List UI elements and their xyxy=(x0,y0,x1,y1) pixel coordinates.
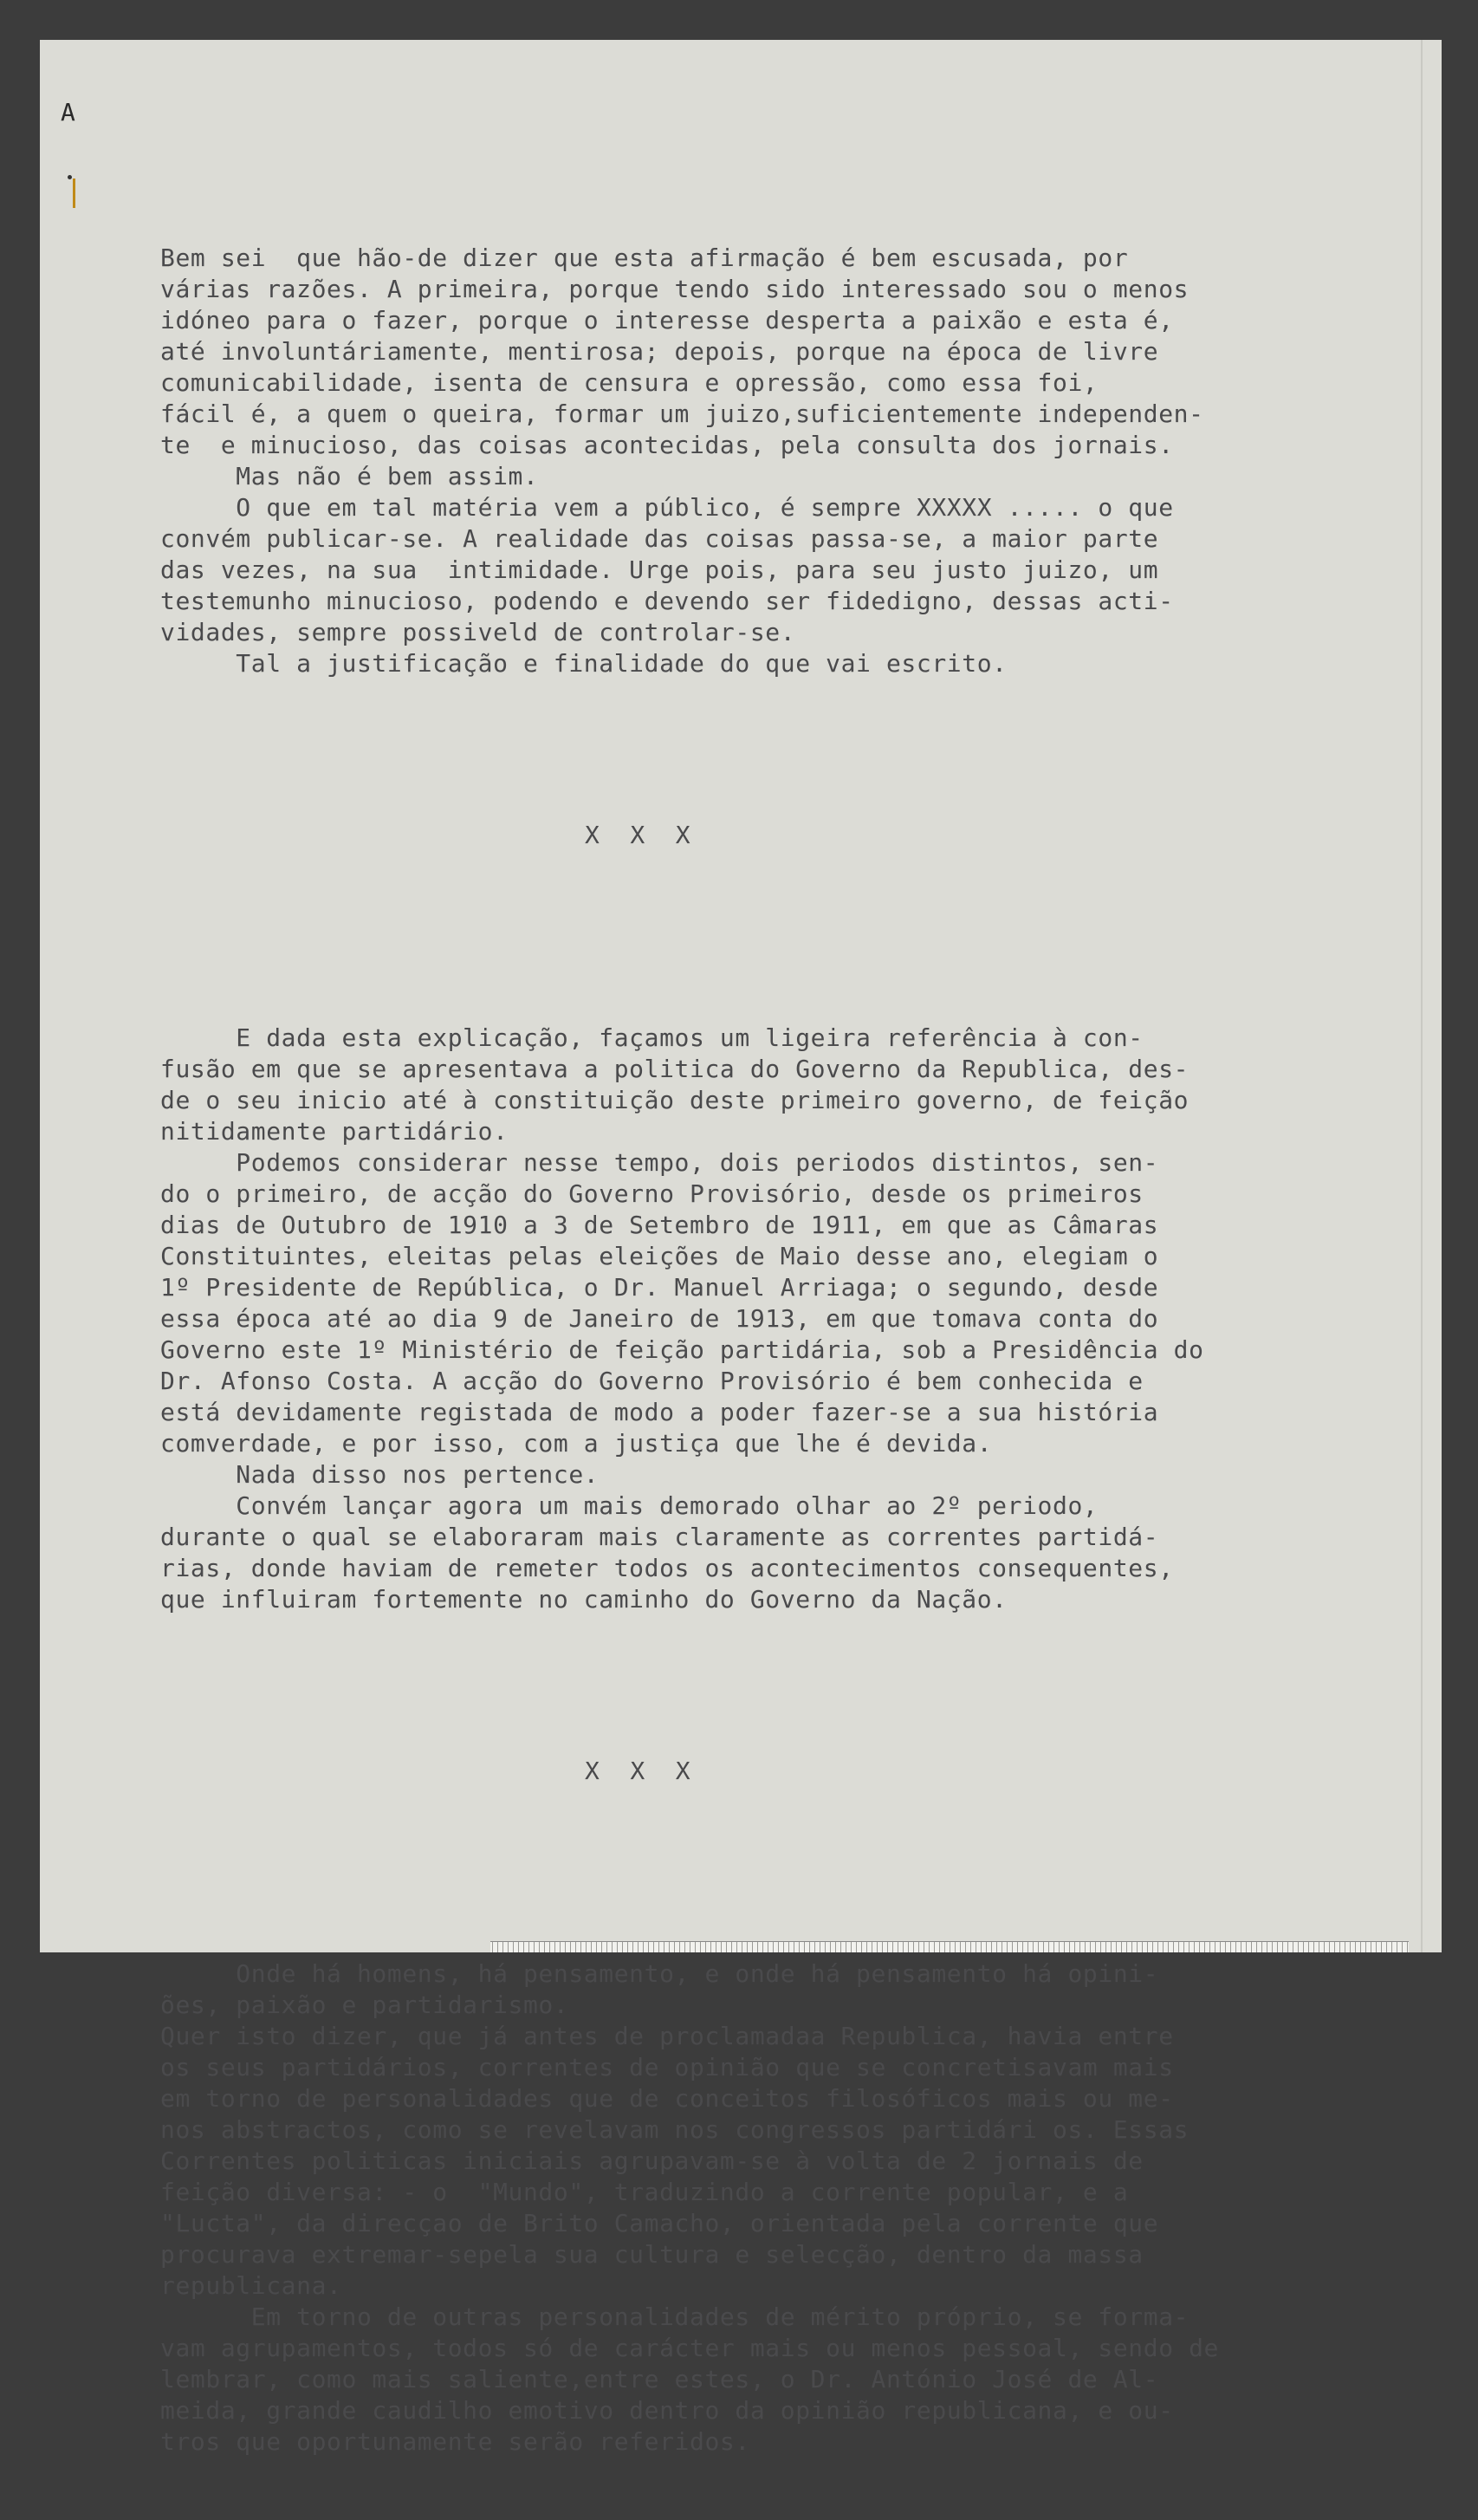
text-line: te e minucioso, das coisas acontecidas, pela consulta dos jornais. xyxy=(160,431,1174,459)
text-line: essa época até ao dia 9 de Janeiro de 1913, em que tomava conta do xyxy=(160,1304,1159,1333)
text-line: Em torno de outras personalidades de mérito próprio, se forma- xyxy=(160,2302,1190,2331)
text-line: Tal a justificação e finalidade do que vai escrito. xyxy=(160,649,1008,678)
text-line: lembrar, como mais saliente,entre estes, o Dr. António José de Al- xyxy=(160,2365,1159,2393)
text-line: em torno de personalidades que de conceitos filosóficos mais ou me- xyxy=(160,2084,1174,2113)
margin-mark: A xyxy=(61,98,75,127)
text-line: Governo este 1º Ministério de feição partidária, sob a Presidência do xyxy=(160,1335,1204,1364)
text-line: idóneo para o fazer, porque o interesse desperta a paixão e esta é, xyxy=(160,306,1174,334)
paragraph-group-1 xyxy=(160,243,1408,679)
document-body xyxy=(160,180,1408,2520)
text-line: E dada esta explicação, façamos um ligeira referência à con- xyxy=(160,1023,1144,1052)
text-line: fusão em que se apresentava a politica do Governo da Republica, des- xyxy=(160,1055,1190,1083)
text-line: rias, donde haviam de remeter todos os acontecimentos consequentes, xyxy=(160,1554,1174,1582)
text-line: do o primeiro, de acção do Governo Provisório, desde os primeiros xyxy=(160,1179,1144,1208)
text-line: das vezes, na sua intimidade. Urge pois, para seu justo juizo, um xyxy=(160,555,1159,584)
text-line: Correntes politicas iniciais agrupavam-se à volta de 2 jornais de xyxy=(160,2147,1144,2175)
text-line: vam agrupamentos, todos só de carácter mais ou menos pessoal, sendo de xyxy=(160,2334,1220,2362)
text-line: até involuntáriamente, mentirosa; depois, porque na época de livre xyxy=(160,337,1159,366)
text-line: Constituintes, eleitas pelas eleições de Maio desse ano, elegiam o xyxy=(160,1242,1159,1270)
text-line: Onde há homens, há pensamento, e onde há pensamento há opini- xyxy=(160,1959,1159,1988)
text-line: várias razões. A primeira, porque tendo sido interessado sou o menos xyxy=(160,275,1190,303)
text-line: republicana. xyxy=(160,2271,342,2300)
text-line: testemunho minucioso, podendo e devendo ser fidedigno, dessas acti- xyxy=(160,587,1174,615)
text-line: "Lucta", da direcçao de Brito Camacho, orientada pela corrente que xyxy=(160,2209,1159,2237)
text-line: convém publicar-se. A realidade das coisas passa-se, a maior parte xyxy=(160,524,1159,553)
text-line: nos abstractos, como se revelavam nos congressos partidári os. Essas xyxy=(160,2115,1190,2144)
text-line: Nada disso nos pertence. xyxy=(160,1460,600,1489)
text-line: procurava extremar-sepela sua cultura e selecção, dentro da massa xyxy=(160,2240,1144,2269)
text-line: dias de Outubro de 1910 a 3 de Setembro de 1911, em que as Câmaras xyxy=(160,1211,1159,1239)
text-line: tros que oportunamente serão referidos. xyxy=(160,2427,750,2456)
text-line: vidades, sempre possiveld de controlar-se. xyxy=(160,618,796,646)
sheet-edge xyxy=(1421,40,1423,1952)
text-line: 1º Presidente de República, o Dr. Manuel Arriaga; o segundo, desde xyxy=(160,1273,1159,1302)
margin-pencil-mark xyxy=(73,179,81,208)
text-line: Convém lançar agora um mais demorado olhar ao 2º periodo, xyxy=(160,1491,1099,1520)
text-line: está devidamente registada de modo a poder fazer-se a sua história xyxy=(160,1398,1159,1426)
text-line: Bem sei que hão-de dizer que esta afirmação é bem escusada, por xyxy=(160,244,1129,272)
text-line: feição diversa: - o "Mundo", traduzindo a corrente popular, e a xyxy=(160,2178,1129,2206)
separator-2: X X X xyxy=(585,1757,691,1785)
separator-1: X X X xyxy=(585,821,691,849)
text-line: O que em tal matéria vem a público, é sempre XXXXX ..... o que xyxy=(160,493,1174,522)
text-line: durante o qual se elaboraram mais claramente as correntes partidá- xyxy=(160,1523,1159,1551)
text-line: de o seu inicio até à constituição deste primeiro governo, de feição xyxy=(160,1086,1190,1114)
paragraph-group-3 xyxy=(160,1958,1408,2458)
text-line: Quer isto dizer, que já antes de proclamadaa Republica, havia entre xyxy=(160,2022,1174,2050)
text-line: comverdade, e por isso, com a justiça que lhe é devida. xyxy=(160,1429,993,1458)
text-line: Mas não é bem assim. xyxy=(160,462,539,490)
text-line: nitidamente partidário. xyxy=(160,1117,509,1146)
text-line: Podemos considerar nesse tempo, dois periodos distintos, sen- xyxy=(160,1148,1159,1177)
text-line: comunicabilidade, isenta de censura e opressão, como essa foi, xyxy=(160,368,1099,397)
text-line: os seus partidários, correntes de opinião que se concretisavam mais xyxy=(160,2053,1174,2082)
typewritten-page xyxy=(40,40,1442,2456)
text-line: que influiram fortemente no caminho do Governo da Nação. xyxy=(160,1585,1008,1614)
text-line: Dr. Afonso Costa. A acção do Governo Provisório é bem conhecida e xyxy=(160,1367,1144,1395)
scale-ruler xyxy=(490,1941,1409,1952)
text-line: ões, paixão e partidarismo. xyxy=(160,1991,569,2019)
paragraph-group-2 xyxy=(160,1023,1408,1615)
margin-dot xyxy=(68,175,72,179)
text-line: fácil é, a quem o queira, formar um juizo,suficientemente independen- xyxy=(160,399,1204,428)
text-line: meida, grande caudilho emotivo dentro da opinião republicana, e ou- xyxy=(160,2396,1174,2425)
